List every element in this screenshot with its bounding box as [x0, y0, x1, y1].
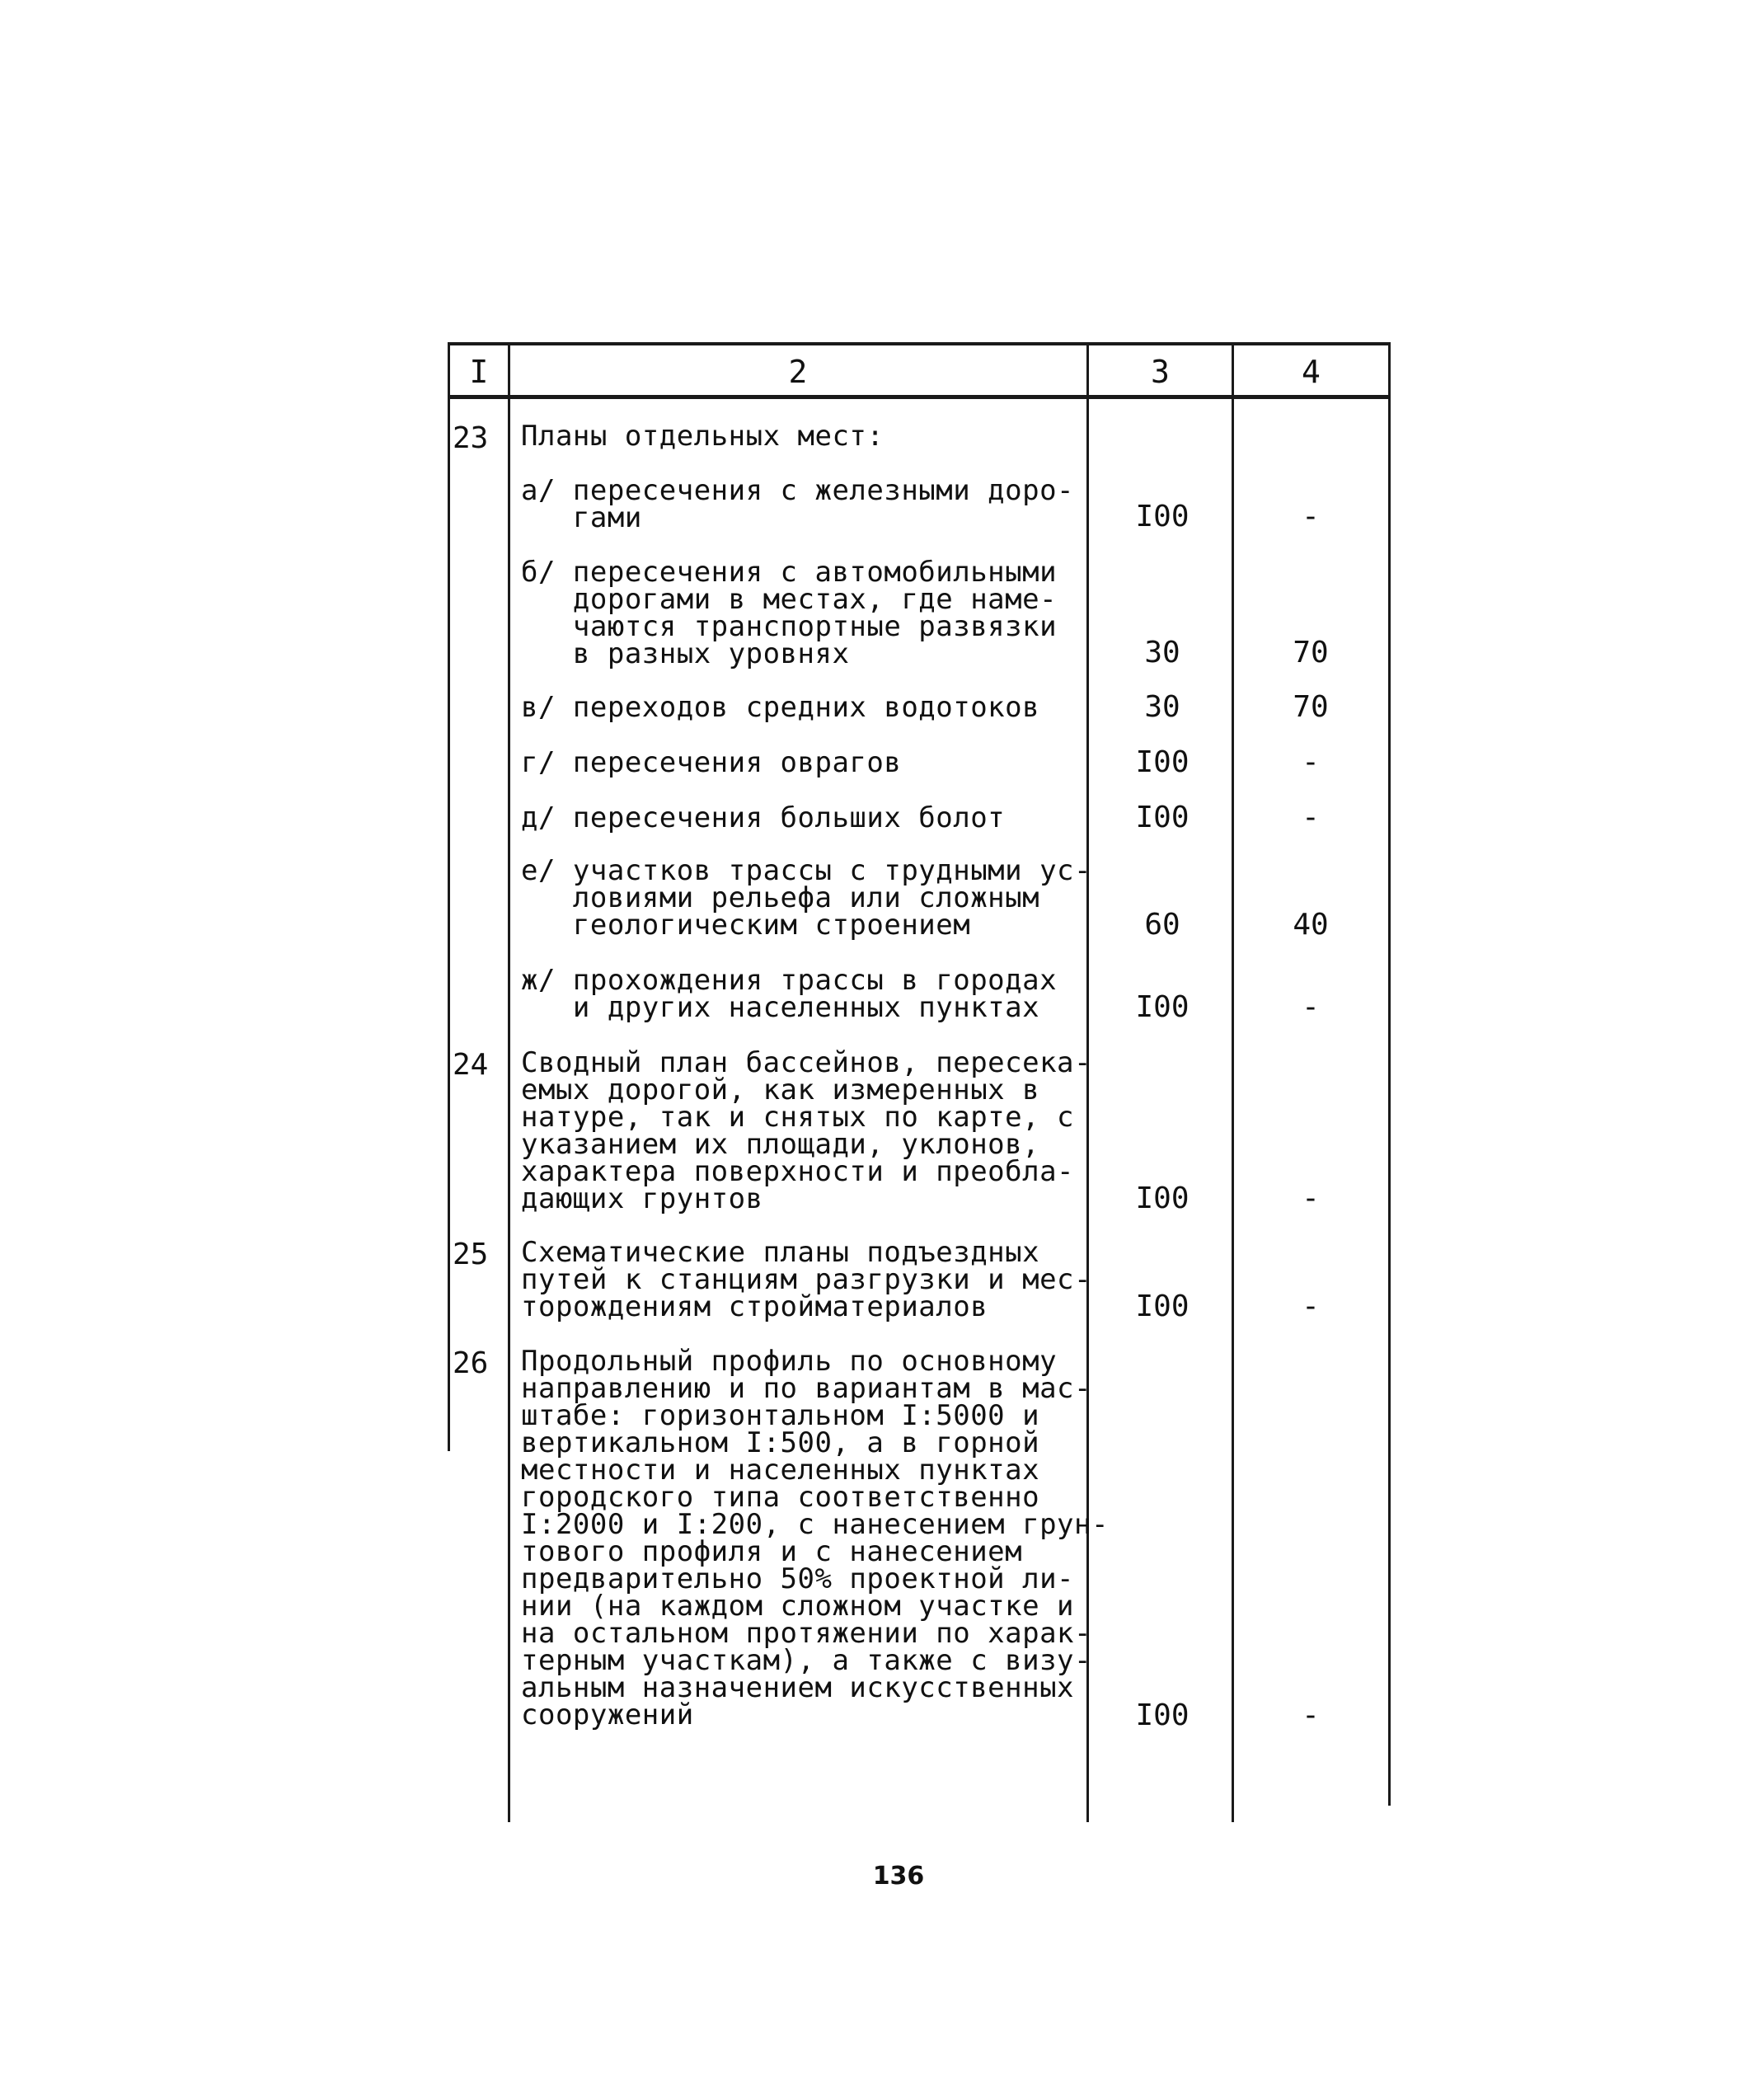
row-23-item-b-col4: 70	[1293, 636, 1329, 669]
row-23-item-zh-col3: I00	[1135, 990, 1190, 1024]
row-23-item-e: е/ участков трассы с трудными ус- ловиями рельефа или сложным геологическим строением	[521, 854, 1092, 942]
row-25-col4: -	[1302, 1290, 1320, 1323]
header-col-1: I	[469, 354, 489, 390]
row-24-text: Сводный план бассейнов, пересека- емых дорогой, как измеренных в натуре, так и снятых по карте, с указанием их площади, уклонов, характера поверхности и преобла- дающих грунтов	[521, 1046, 1092, 1215]
row-26-col3: I00	[1135, 1698, 1190, 1732]
row-23-item-a-col3: I00	[1135, 500, 1190, 533]
row-25-number: 25	[453, 1238, 489, 1271]
row-23-item-g-col3: I00	[1135, 745, 1190, 779]
row-23-item-e-col3: 60	[1144, 908, 1180, 942]
table-top-rule	[448, 342, 1389, 345]
table-right-border	[1388, 342, 1391, 1806]
row-24-number: 24	[453, 1048, 489, 1082]
row-23-title: Планы отдельных мест:	[521, 420, 885, 453]
row-25-text: Схематические планы подъездных путей к станциям разгрузки и мес- торождениям стройматериалов	[521, 1236, 1092, 1323]
row-23-item-d-col3: I00	[1135, 801, 1190, 834]
row-23-item-b: б/ пересечения с автомобильными дорогами в местах, где наме- чаются транспортные развязки в разных уровнях	[521, 556, 1058, 670]
column-divider-3	[1232, 342, 1234, 1822]
row-23-item-d: д/ пересечения больших болот	[521, 801, 1006, 834]
row-24-col4: -	[1302, 1182, 1320, 1215]
row-23-number: 23	[453, 421, 489, 455]
header-col-2: 2	[788, 354, 808, 390]
row-26-number: 26	[453, 1346, 489, 1380]
row-23-item-e-col4: 40	[1293, 908, 1329, 942]
row-23-item-d-col4: -	[1302, 801, 1320, 834]
row-26-text: Продольный профиль по основному направлению и по вариантам в мас- штабе: горизонтальном I:5000 и вертикальном I:500, а в горной местности и населенных пунктах городского типа соответственно I:2000 и I:200, с нанесением грун- тового профиля и с нанесением предварительно 50% проектной ли- нии (на каждом сложном участке и на остальном протяжении по харак- терным участкам), а также с визу- альным назначением искусственных сооружений	[521, 1345, 1109, 1731]
row-23-item-g-col4: -	[1302, 745, 1320, 779]
row-23-item-zh: ж/ прохождения трассы в городах и других населенных пунктах	[521, 964, 1058, 1024]
header-col-4: 4	[1302, 354, 1321, 390]
row-23-item-b-col3: 30	[1144, 636, 1180, 669]
row-23-item-v: в/ переходов средних водотоков	[521, 691, 1040, 724]
row-23-item-v-col4: 70	[1293, 690, 1329, 724]
table-header-rule	[448, 395, 1389, 399]
table-left-border	[448, 342, 450, 1451]
row-23-item-a: а/ пересечения с железными доро- гами	[521, 474, 1075, 534]
row-23-item-a-col4: -	[1302, 500, 1320, 533]
row-23-item-zh-col4: -	[1302, 990, 1320, 1024]
page-number: 136	[872, 1862, 925, 1891]
header-col-3: 3	[1151, 354, 1170, 390]
row-23-item-g: г/ пересечения оврагов	[521, 746, 902, 779]
row-26-col4: -	[1302, 1698, 1320, 1732]
row-24-col3: I00	[1135, 1182, 1190, 1215]
column-divider-1	[508, 342, 510, 1822]
row-25-col3: I00	[1135, 1290, 1190, 1323]
row-23-item-v-col3: 30	[1144, 690, 1180, 724]
